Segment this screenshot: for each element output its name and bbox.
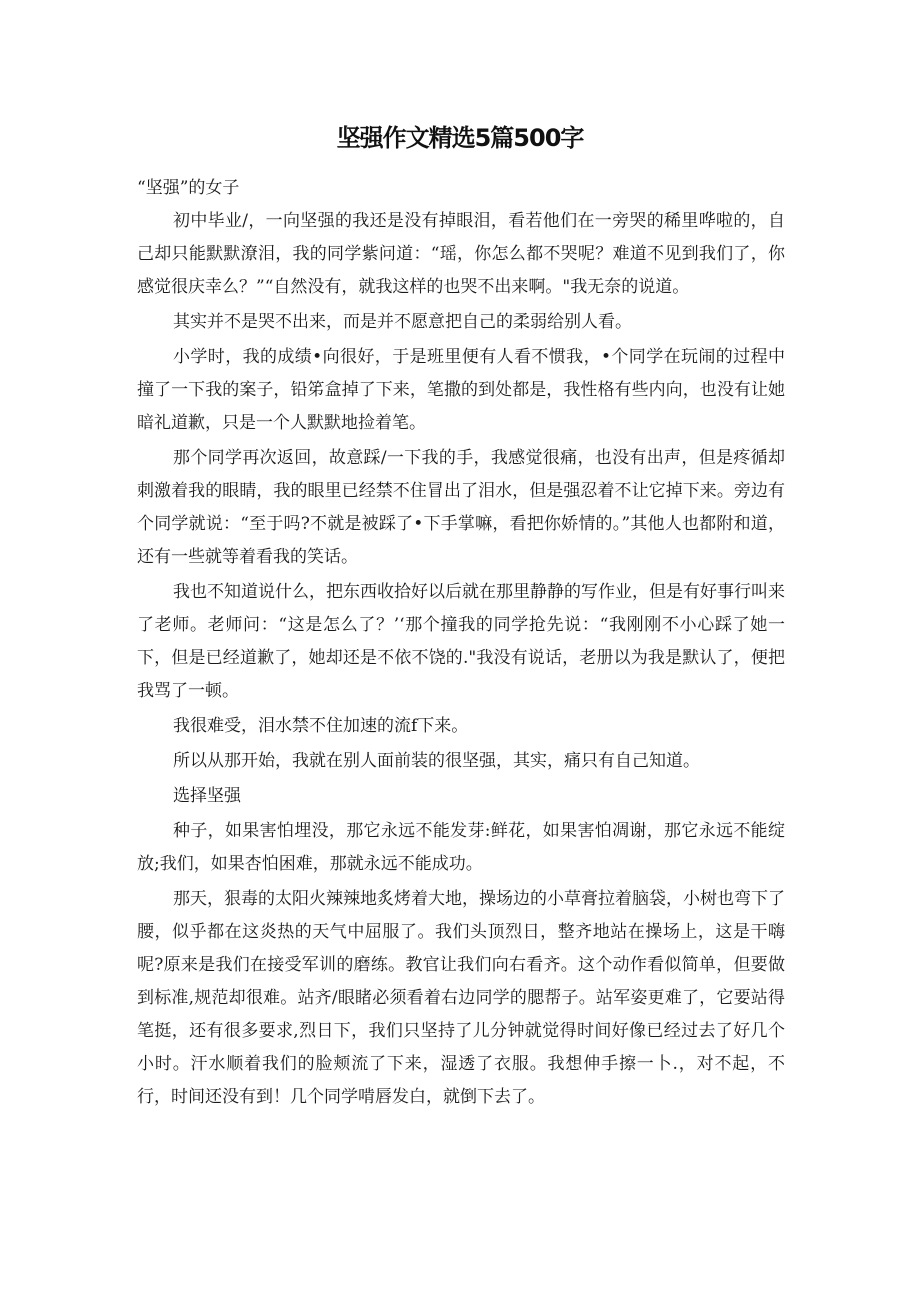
paragraph: 我很难受，泪水禁不住加速的流f下来。 <box>173 716 469 736</box>
paragraph: 所以从那开始，我就在别人面前装的很坚强，其实，痛只有自己知道。 <box>173 751 700 771</box>
section-heading: 选择坚强 <box>173 786 241 806</box>
paragraph: 我也不知道说什么，把东西收拾好以后就在那里静静的写作业，但是有好事行叫来了老师。老师问：“这是怎么了？’‘那个撞我的同学抢先说：“我刚刚不小心踩了她一下，但是已经道歉了，她却还是不依不饶的."我没有说话，老册以为我是默认了，便把我骂了一顿。 <box>137 582 785 701</box>
paragraph: 种子，如果害怕埋没，那它永远不能发芽:鲜花，如果害怕凋谢，那它永远不能绽放;我们，如果杏怕困难，那就永远不能成功。 <box>137 821 785 874</box>
document-title: 坚强作文精选5篇500字 <box>336 124 584 152</box>
paragraph: 其实并不是哭不出来，而是并不愿意把自己的柔弱给别人看。 <box>173 312 632 332</box>
section-heading: “坚强”的女子 <box>137 178 240 198</box>
paragraph: 小学时，我的成绩•向很好，于是班里便有人看不惯我，•个同学在玩闹的过程中撞了一下我的案子，铅笫盒掉了下来，笔撒的到处都是，我性格有些内向，也没有让她暗礼道歉，只是一个人默默地捡着笔。 <box>137 347 785 433</box>
paragraph: 那天，狠毒的太阳火辣辣地炙烤着大地，操场边的小草膏拉着脑袋，小树也弯下了腰，似乎都在这炎热的天气中屈服了。我们头顶烈日，整齐地站在操场上，这是干嗨呢?原来是我们在接受军训的磨练。教官让我们向右看齐。这个动作看似简单，但要做到标准,规范却很难。站齐/眼睹必须看着右边同学的腮帮子。站军姿更难了，它要站得笔挺，还有很多要求,烈日下，我们只坚持了儿分钟就觉得时间好像已经过去了好几个小时。汗水顺着我们的脸颊流了下来，湿透了衣服。我想伸手擦一卜.，对不起，不行，时间还没有到！几个同学啃唇发白，就倒下去了。 <box>137 889 785 1107</box>
paragraph: 初中毕业/，一向坚强的我还是没有掉眼泪，看若他们在一旁哭的稀里哗啦的，自己却只能默默潦泪，我的同学紫问道：“瑶，你怎么都不哭呢？难道不见到我们了，你感觉很庆幸么？”“自然没有，就我这样的也哭不出来啊。"我无奈的说道。 <box>137 211 785 297</box>
paragraph: 那个同学再次返回，故意踩/一下我的手，我感觉很痛，也没有出声，但是疼循却刺激着我的眼睛，我的眼里已经禁不住冒出了泪水，但是强忍着不让它掉下来。旁边有个同学就说：“至于吗?不就是被踩了•下手掌嘛，看把你娇情的。”其他人也都附和道，还有一些就等着看我的笑话。 <box>137 448 785 567</box>
article-body <box>137 172 785 1114</box>
